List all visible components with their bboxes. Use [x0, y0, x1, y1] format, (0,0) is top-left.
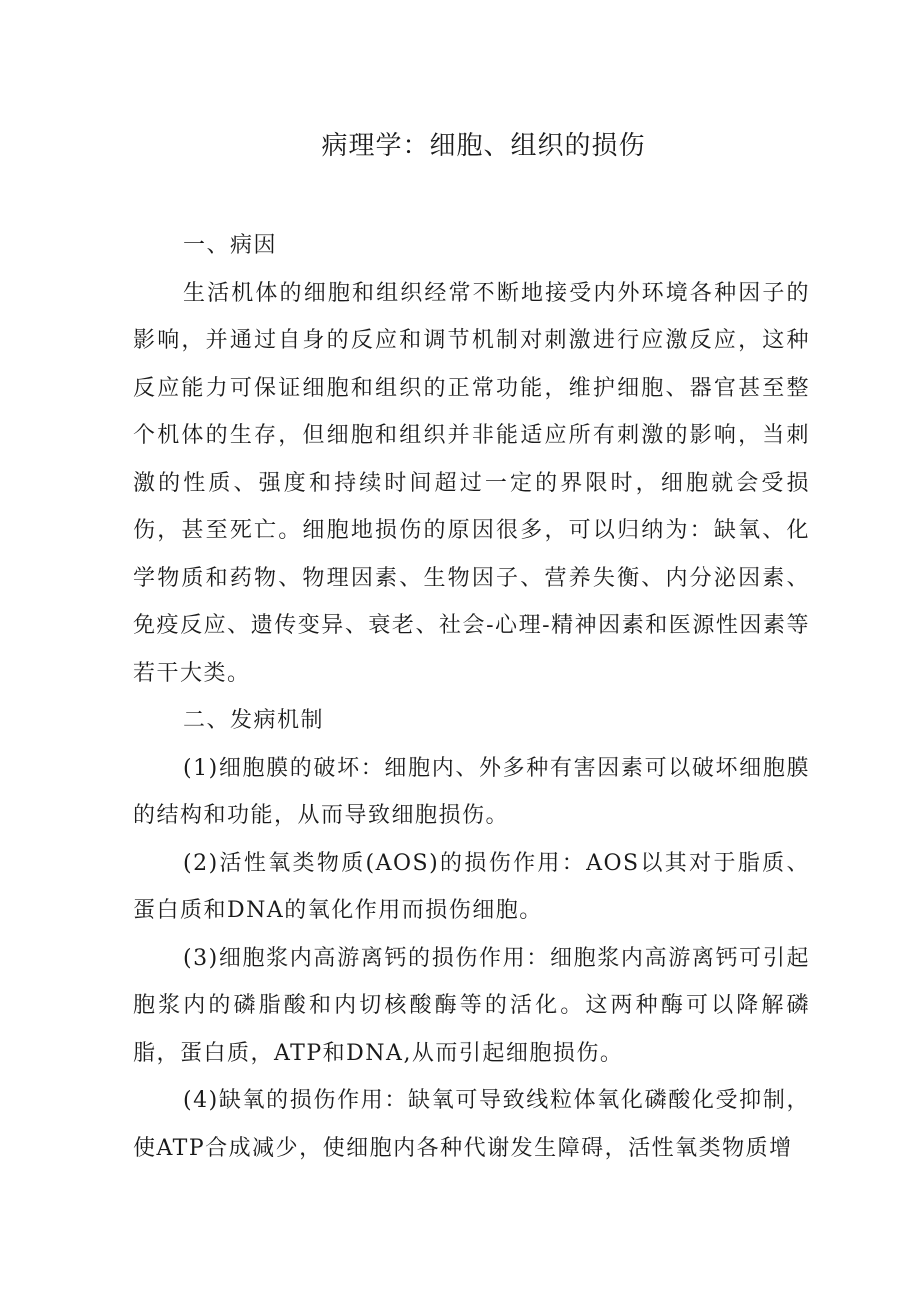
section-heading-etiology: 一、病因 — [183, 233, 278, 258]
list-item-hypoxia-damage: (4)缺氧的损伤作用：缺氧可导致线粒体氧化磷酸化受抑制，使ATP合成减少，使细胞内各种代谢发生障碍，活性氧类物质增 — [133, 1088, 810, 1161]
paragraph-etiology: 生活机体的细胞和组织经常不断地接受内外环境各种因子的影响，并通过自身的反应和调节机制对刺激进行应激反应，这种反应能力可保证细胞和组织的正常功能，维护细胞、器官甚至整个机体的生存，但细胞和组织并非能适应所有刺激的影响，当刺激的性质、强度和持续时间超过一定的界限时，细胞就会受损伤，甚至死亡。细胞地损伤的原因很多，可以归纳为：缺氧、化学物质和药物、物理因素、生物因子、营养失衡、内分泌因素、免疫反应、遗传变异、衰老、社会-心理-精神因素和医源性因素等若干大类。 — [133, 280, 810, 686]
page-title: 病理学：细胞、组织的损伤 — [321, 131, 646, 161]
list-item-aos-damage: (2)活性氧类物质(AOS)的损伤作用：AOS以其对于脂质、蛋白质和DNA的氧化作用而损伤细胞。 — [133, 850, 810, 923]
list-item-calcium-damage: (3)细胞浆内高游离钙的损伤作用：细胞浆内高游离钙可引起胞浆内的磷脂酸和内切核酸酶等的活化。这两种酶可以降解磷脂，蛋白质，ATP和DNA,从而引起细胞损伤。 — [133, 945, 810, 1066]
section-heading-pathogenesis: 二、发病机制 — [183, 708, 325, 733]
document-body — [133, 222, 810, 1172]
list-item-membrane-damage: (1)细胞膜的破坏：细胞内、外多种有害因素可以破坏细胞膜的结构和功能，从而导致细胞损伤。 — [133, 755, 810, 828]
